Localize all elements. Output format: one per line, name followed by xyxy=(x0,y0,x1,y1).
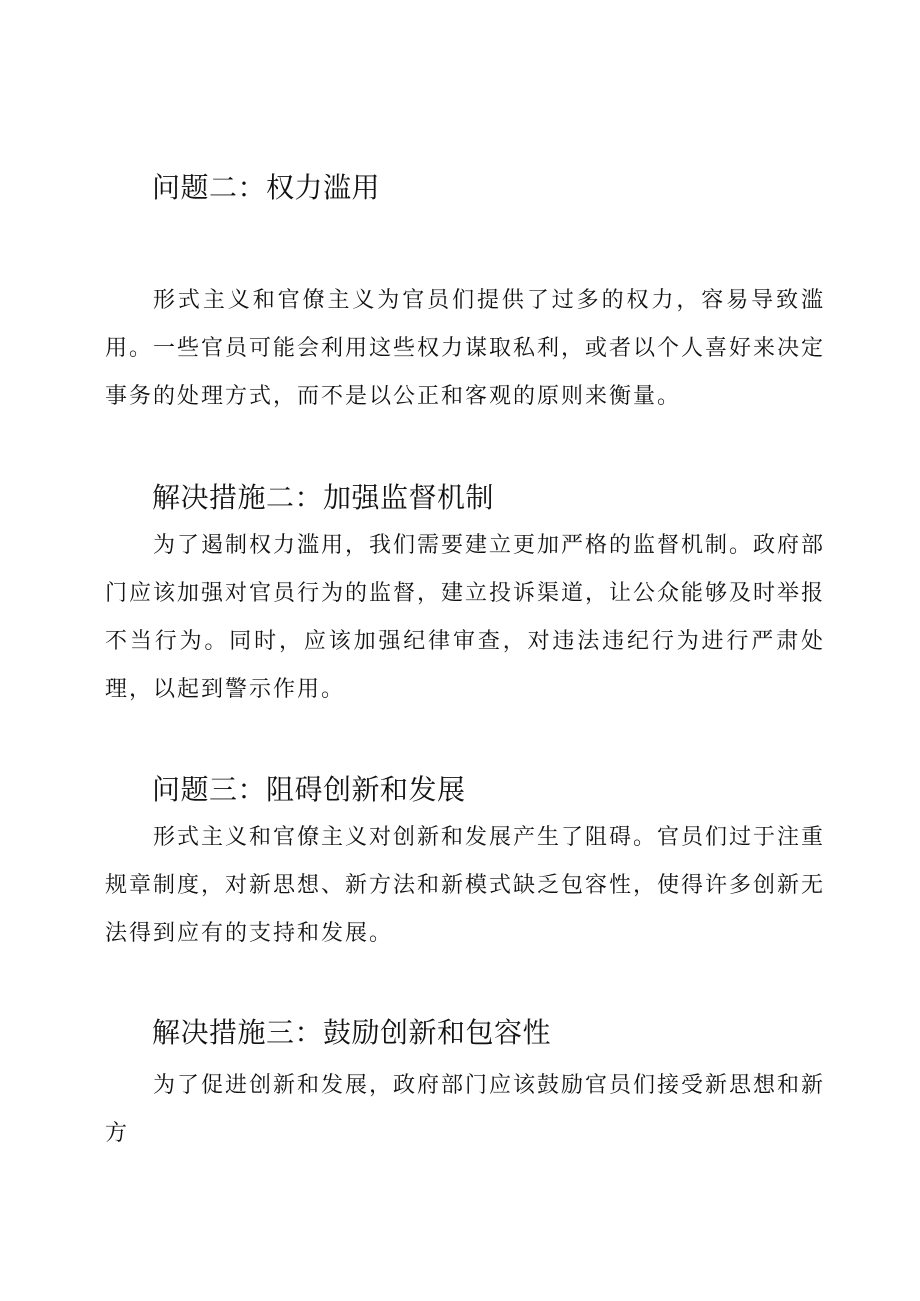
section-body-problem-three: 形式主义和官僚主义对创新和发展产生了阻碍。官员们过于注重规章制度，对新思想、新方法和新模式缺乏包容性，使得许多创新无法得到应有的支持和发展。 xyxy=(105,825,826,946)
section-body-solution-two: 为了遏制权力滥用，我们需要建立更加严格的监督机制。政府部门应该加强对官员行为的监督，建立投诉渠道，让公众能够及时举报不当行为。同时，应该加强纪律审查，对违法违纪行为进行严肃处理，以起到警示作用。 xyxy=(105,533,826,702)
section-heading-problem-two: 问题二：权力滥用 xyxy=(152,171,381,204)
section-heading-solution-two: 解决措施二：加强监督机制 xyxy=(152,481,495,514)
section-heading-problem-three: 问题三：阻碍创新和发展 xyxy=(152,773,466,806)
section-heading-solution-three: 解决措施三：鼓励创新和包容性 xyxy=(152,1016,552,1049)
section-body-solution-three: 为了促进创新和发展，政府部门应该鼓励官员们接受新思想和新方 xyxy=(105,1073,826,1146)
section-body-problem-two: 形式主义和官僚主义为官员们提供了过多的权力，容易导致滥用。一些官员可能会利用这些权力谋取私利，或者以个人喜好来决定事务的处理方式，而不是以公正和客观的原则来衡量。 xyxy=(105,288,826,409)
